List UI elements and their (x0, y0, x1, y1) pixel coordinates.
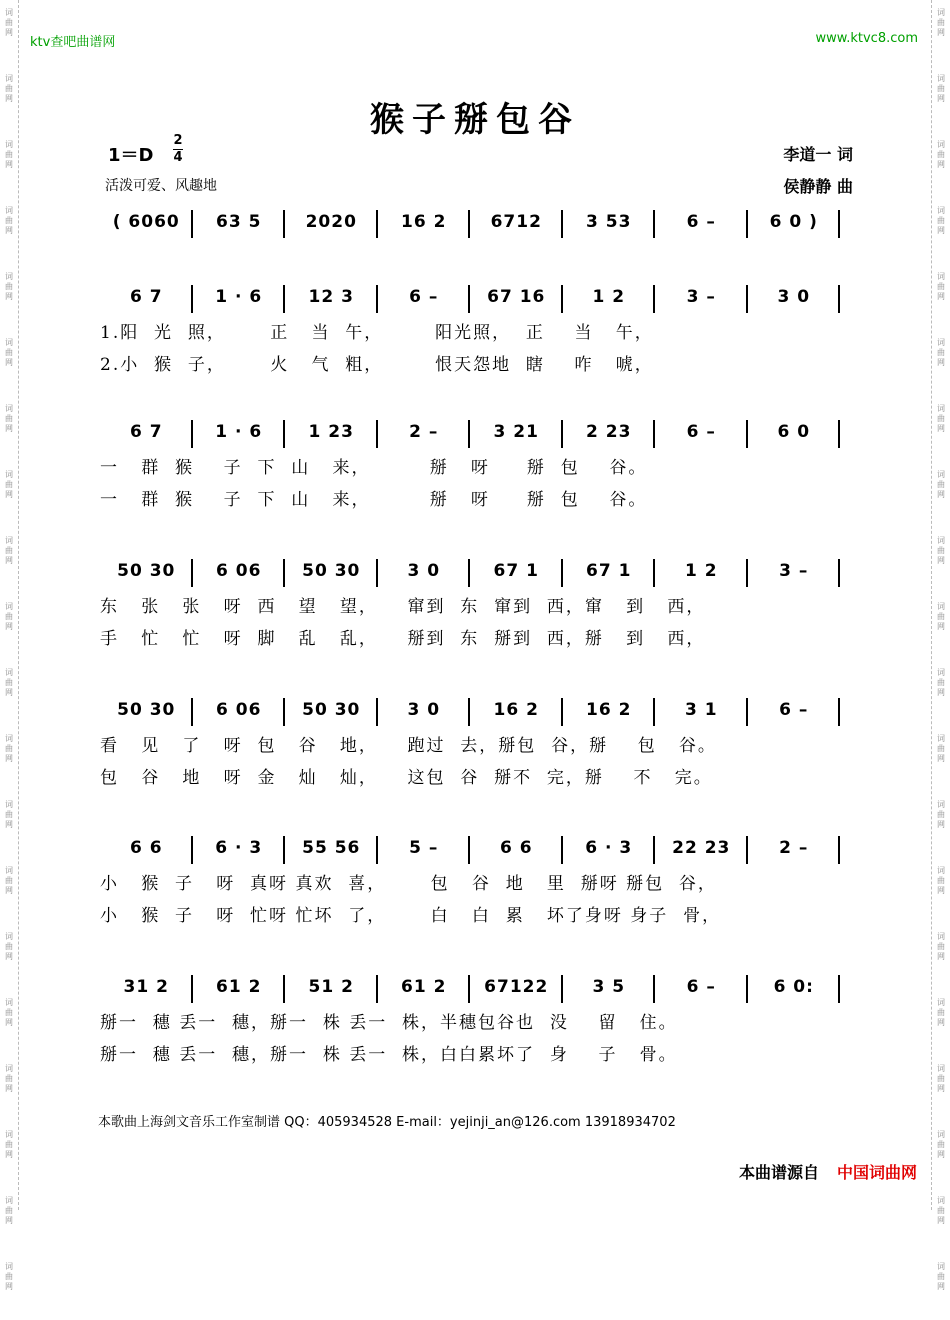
measure: 67122 (484, 977, 549, 997)
bar-line (653, 698, 655, 726)
measure: 50 30 (117, 561, 176, 581)
time-sig-top: 2 (173, 133, 183, 148)
measure: 6 6 (129, 838, 163, 858)
lyric-line: 手 忙 忙 呀 脚 乱 乱， 掰到 东 掰到 西，掰 到 西， (100, 629, 706, 649)
watermark-text: 词 曲 网 (5, 1196, 13, 1225)
measure: 61 2 (216, 977, 262, 997)
key-signature: 1＝D (108, 145, 154, 166)
measure: ( 6060 (112, 212, 180, 232)
lyric-line: 包 谷 地 呀 金 灿 灿， 这包 谷 掰不 完，掰 不 完。 (100, 768, 713, 788)
bar-line (376, 420, 378, 448)
measure: 3 21 (493, 422, 539, 442)
bar-line (653, 559, 655, 587)
watermark-text: 词 曲 网 (5, 536, 13, 565)
bar-line (746, 559, 748, 587)
measure: 6 – (686, 212, 716, 232)
watermark-text: 词 曲 网 (937, 932, 945, 961)
bar-line (283, 975, 285, 1003)
bar-line (191, 420, 193, 448)
measure: 67 16 (487, 287, 546, 307)
watermark-text: 词 曲 网 (5, 800, 13, 829)
watermark-text: 词 曲 网 (937, 74, 945, 103)
bar-line (561, 420, 563, 448)
lyric-line: 1.阳 光 照， 正 当 午， 阳光照， 正 当 午， (100, 323, 654, 343)
measure: 67 1 (493, 561, 539, 581)
bar-line (191, 210, 193, 238)
measure: 50 30 (302, 561, 361, 581)
lyric-line: 一 群 猴 子 下 山 来， 掰 呀 掰 包 谷。 (100, 458, 648, 478)
bar-line (746, 210, 748, 238)
watermark-text: 词 曲 网 (937, 470, 945, 499)
lyric-line: 一 群 猴 子 下 山 来， 掰 呀 掰 包 谷。 (100, 490, 648, 510)
bar-line (746, 836, 748, 864)
lyric-line: 看 见 了 呀 包 谷 地， 跑过 去，掰包 谷，掰 包 谷。 (100, 736, 717, 756)
bar-line (746, 975, 748, 1003)
watermark-text: 词 曲 网 (937, 734, 945, 763)
bar-line (468, 836, 470, 864)
watermark-text: 词 曲 网 (5, 404, 13, 433)
time-sig-bottom: 4 (173, 150, 183, 165)
bar-line (376, 975, 378, 1003)
measure: 6 0: (773, 977, 814, 997)
watermark-text: 词 曲 网 (5, 1262, 13, 1291)
measure: 12 3 (308, 287, 354, 307)
measure: 1 2 (592, 287, 626, 307)
measure: 6 – (779, 700, 809, 720)
watermark-text: 词 曲 网 (5, 1130, 13, 1159)
watermark-text: 词 曲 网 (937, 800, 945, 829)
bar-line (838, 698, 840, 726)
watermark-text: 词 曲 网 (5, 206, 13, 235)
measure: 3 0 (777, 287, 811, 307)
lyric-line (100, 242, 860, 274)
bar-line (653, 420, 655, 448)
note-line (100, 212, 860, 242)
measure: 6 – (686, 422, 716, 442)
score-system (100, 977, 860, 1071)
bar-line (561, 285, 563, 313)
watermark-text: 词 曲 网 (937, 272, 945, 301)
note-line (100, 977, 860, 1007)
measure: 6 6 (499, 838, 533, 858)
bar-line (376, 698, 378, 726)
measure: 5 – (409, 838, 439, 858)
bar-line (191, 559, 193, 587)
bar-line (468, 285, 470, 313)
right-watermark-strip (931, 0, 950, 1291)
bar-line (283, 836, 285, 864)
watermark-text: 词 曲 网 (5, 866, 13, 895)
bar-line (283, 285, 285, 313)
lyric-line: 掰一 穗 丢一 穗，掰一 株 丢一 株，白白累坏了 身 子 骨。 (100, 1045, 678, 1065)
bar-line (191, 698, 193, 726)
score-system (100, 287, 860, 381)
measure: 2 – (409, 422, 439, 442)
measure: 16 2 (586, 700, 632, 720)
measure: 3 1 (684, 700, 718, 720)
watermark-text: 词 曲 网 (5, 74, 13, 103)
note-line (100, 422, 860, 452)
bar-line (653, 975, 655, 1003)
watermark-text: 词 曲 网 (5, 668, 13, 697)
bar-line (468, 559, 470, 587)
lyric-line: 小 猴 子 呀 忙呀 忙坏 了， 白 白 累 坏了身呀 身子 骨， (100, 906, 722, 926)
composer-credit: 侯静静 曲 (783, 177, 853, 196)
measure: 61 2 (401, 977, 447, 997)
measure: 6 · 3 (585, 838, 633, 858)
measure: 16 2 (401, 212, 447, 232)
watermark-text: 词 曲 网 (5, 272, 13, 301)
bar-line (561, 836, 563, 864)
measure: 3 – (686, 287, 716, 307)
measure: 6 · 3 (215, 838, 263, 858)
measure: 51 2 (308, 977, 354, 997)
bar-line (838, 210, 840, 238)
measure: 50 30 (117, 700, 176, 720)
measure: 6 06 (216, 700, 262, 720)
note-line (100, 561, 860, 591)
bar-line (838, 420, 840, 448)
lyric-line: 东 张 张 呀 西 望 望， 窜到 东 窜到 西，窜 到 西， (100, 597, 706, 617)
watermark-text: 词 曲 网 (5, 602, 13, 631)
tempo-marking: 活泼可爱、风趣地 (105, 178, 217, 194)
score-system (100, 838, 860, 932)
measure: 6 0 ) (769, 212, 818, 232)
song-title: 猴子掰包谷 (370, 100, 580, 140)
measure: 3 0 (407, 700, 441, 720)
measure: 63 5 (216, 212, 262, 232)
measure: 1 2 (684, 561, 718, 581)
source-site-link[interactable]: 中国词曲网 (836, 1163, 917, 1182)
bar-line (376, 559, 378, 587)
watermark-text: 词 曲 网 (937, 8, 945, 37)
measure: 2020 (305, 212, 357, 232)
header-right-link[interactable]: www.ktvc8.com (815, 31, 918, 46)
watermark-text: 词 曲 网 (937, 1196, 945, 1225)
bar-line (191, 285, 193, 313)
bar-line (561, 210, 563, 238)
measure: 6 – (409, 287, 439, 307)
watermark-text: 词 曲 网 (937, 1130, 945, 1159)
measure: 16 2 (493, 700, 539, 720)
score-system (100, 422, 860, 516)
measure: 67 1 (586, 561, 632, 581)
measure: 3 53 (586, 212, 632, 232)
watermark-text: 词 曲 网 (937, 1262, 945, 1291)
bar-line (283, 420, 285, 448)
bar-line (838, 285, 840, 313)
bar-line (283, 698, 285, 726)
watermark-text: 词 曲 网 (5, 338, 13, 367)
bar-line (561, 975, 563, 1003)
lyricist-credit: 李道一 词 (783, 145, 853, 164)
watermark-text: 词 曲 网 (937, 602, 945, 631)
note-line (100, 700, 860, 730)
source-line (739, 1160, 917, 1183)
measure: 3 – (779, 561, 809, 581)
measure: 1 23 (308, 422, 354, 442)
watermark-text: 词 曲 网 (5, 734, 13, 763)
measure: 1 · 6 (215, 422, 263, 442)
lyric-line: 小 猴 子 呀 真呀 真欢 喜， 包 谷 地 里 掰呀 掰包 谷， (100, 874, 717, 894)
bar-line (283, 559, 285, 587)
bar-line (653, 210, 655, 238)
bar-line (561, 559, 563, 587)
watermark-text: 词 曲 网 (5, 470, 13, 499)
bar-line (653, 285, 655, 313)
bar-line (376, 210, 378, 238)
measure: 2 23 (586, 422, 632, 442)
measure: 6712 (490, 212, 542, 232)
measure: 22 23 (672, 838, 731, 858)
bar-line (746, 698, 748, 726)
measure: 50 30 (302, 700, 361, 720)
bar-line (468, 210, 470, 238)
bar-line (376, 836, 378, 864)
left-watermark-strip (0, 0, 19, 1291)
watermark-text: 词 曲 网 (937, 998, 945, 1027)
measure: 3 0 (407, 561, 441, 581)
watermark-text: 词 曲 网 (937, 140, 945, 169)
measure: 31 2 (123, 977, 169, 997)
measure: 55 56 (302, 838, 361, 858)
bar-line (838, 975, 840, 1003)
bar-line (191, 975, 193, 1003)
score-system (100, 700, 860, 794)
watermark-text: 词 曲 网 (5, 998, 13, 1027)
source-label: 本曲谱源自 (738, 1163, 819, 1182)
watermark-text: 词 曲 网 (5, 932, 13, 961)
measure: 6 7 (129, 287, 163, 307)
watermark-text: 词 曲 网 (5, 140, 13, 169)
score-system (100, 561, 860, 655)
measure: 6 7 (129, 422, 163, 442)
bar-line (838, 559, 840, 587)
bar-line (561, 698, 563, 726)
bar-line (468, 698, 470, 726)
measure: 3 5 (592, 977, 626, 997)
watermark-text: 词 曲 网 (937, 404, 945, 433)
bar-line (468, 420, 470, 448)
watermark-text: 词 曲 网 (937, 338, 945, 367)
bar-line (191, 836, 193, 864)
watermark-text: 词 曲 网 (937, 1064, 945, 1093)
watermark-text: 词 曲 网 (937, 536, 945, 565)
bar-line (746, 420, 748, 448)
watermark-text: 词 曲 网 (937, 206, 945, 235)
measure: 2 – (779, 838, 809, 858)
bar-line (746, 285, 748, 313)
header-left-link[interactable]: ktv查吧曲谱网 (30, 35, 116, 50)
time-signature (173, 134, 183, 165)
watermark-text: 词 曲 网 (937, 668, 945, 697)
note-line (100, 287, 860, 317)
watermark-text: 词 曲 网 (5, 8, 13, 37)
note-line (100, 838, 860, 868)
bar-line (283, 210, 285, 238)
measure: 6 0 (777, 422, 811, 442)
bar-line (653, 836, 655, 864)
lyric-line: 2.小 猴 子， 火 气 粗， 恨天怨地 瞎 咋 唬， (100, 355, 654, 375)
lyric-line: 掰一 穗 丢一 穗，掰一 株 丢一 株，半穗包谷也 没 留 住。 (100, 1013, 678, 1033)
footer-credits: 本歌曲上海剑文音乐工作室制谱 QQ：405934528 E-mail：yejinji_an@126.com 13918934702 (98, 1115, 676, 1130)
bar-line (838, 836, 840, 864)
measure: 6 06 (216, 561, 262, 581)
bar-line (376, 285, 378, 313)
bar-line (468, 975, 470, 1003)
measure: 6 – (686, 977, 716, 997)
watermark-text: 词 曲 网 (937, 866, 945, 895)
watermark-text: 词 曲 网 (5, 1064, 13, 1093)
measure: 1 · 6 (215, 287, 263, 307)
